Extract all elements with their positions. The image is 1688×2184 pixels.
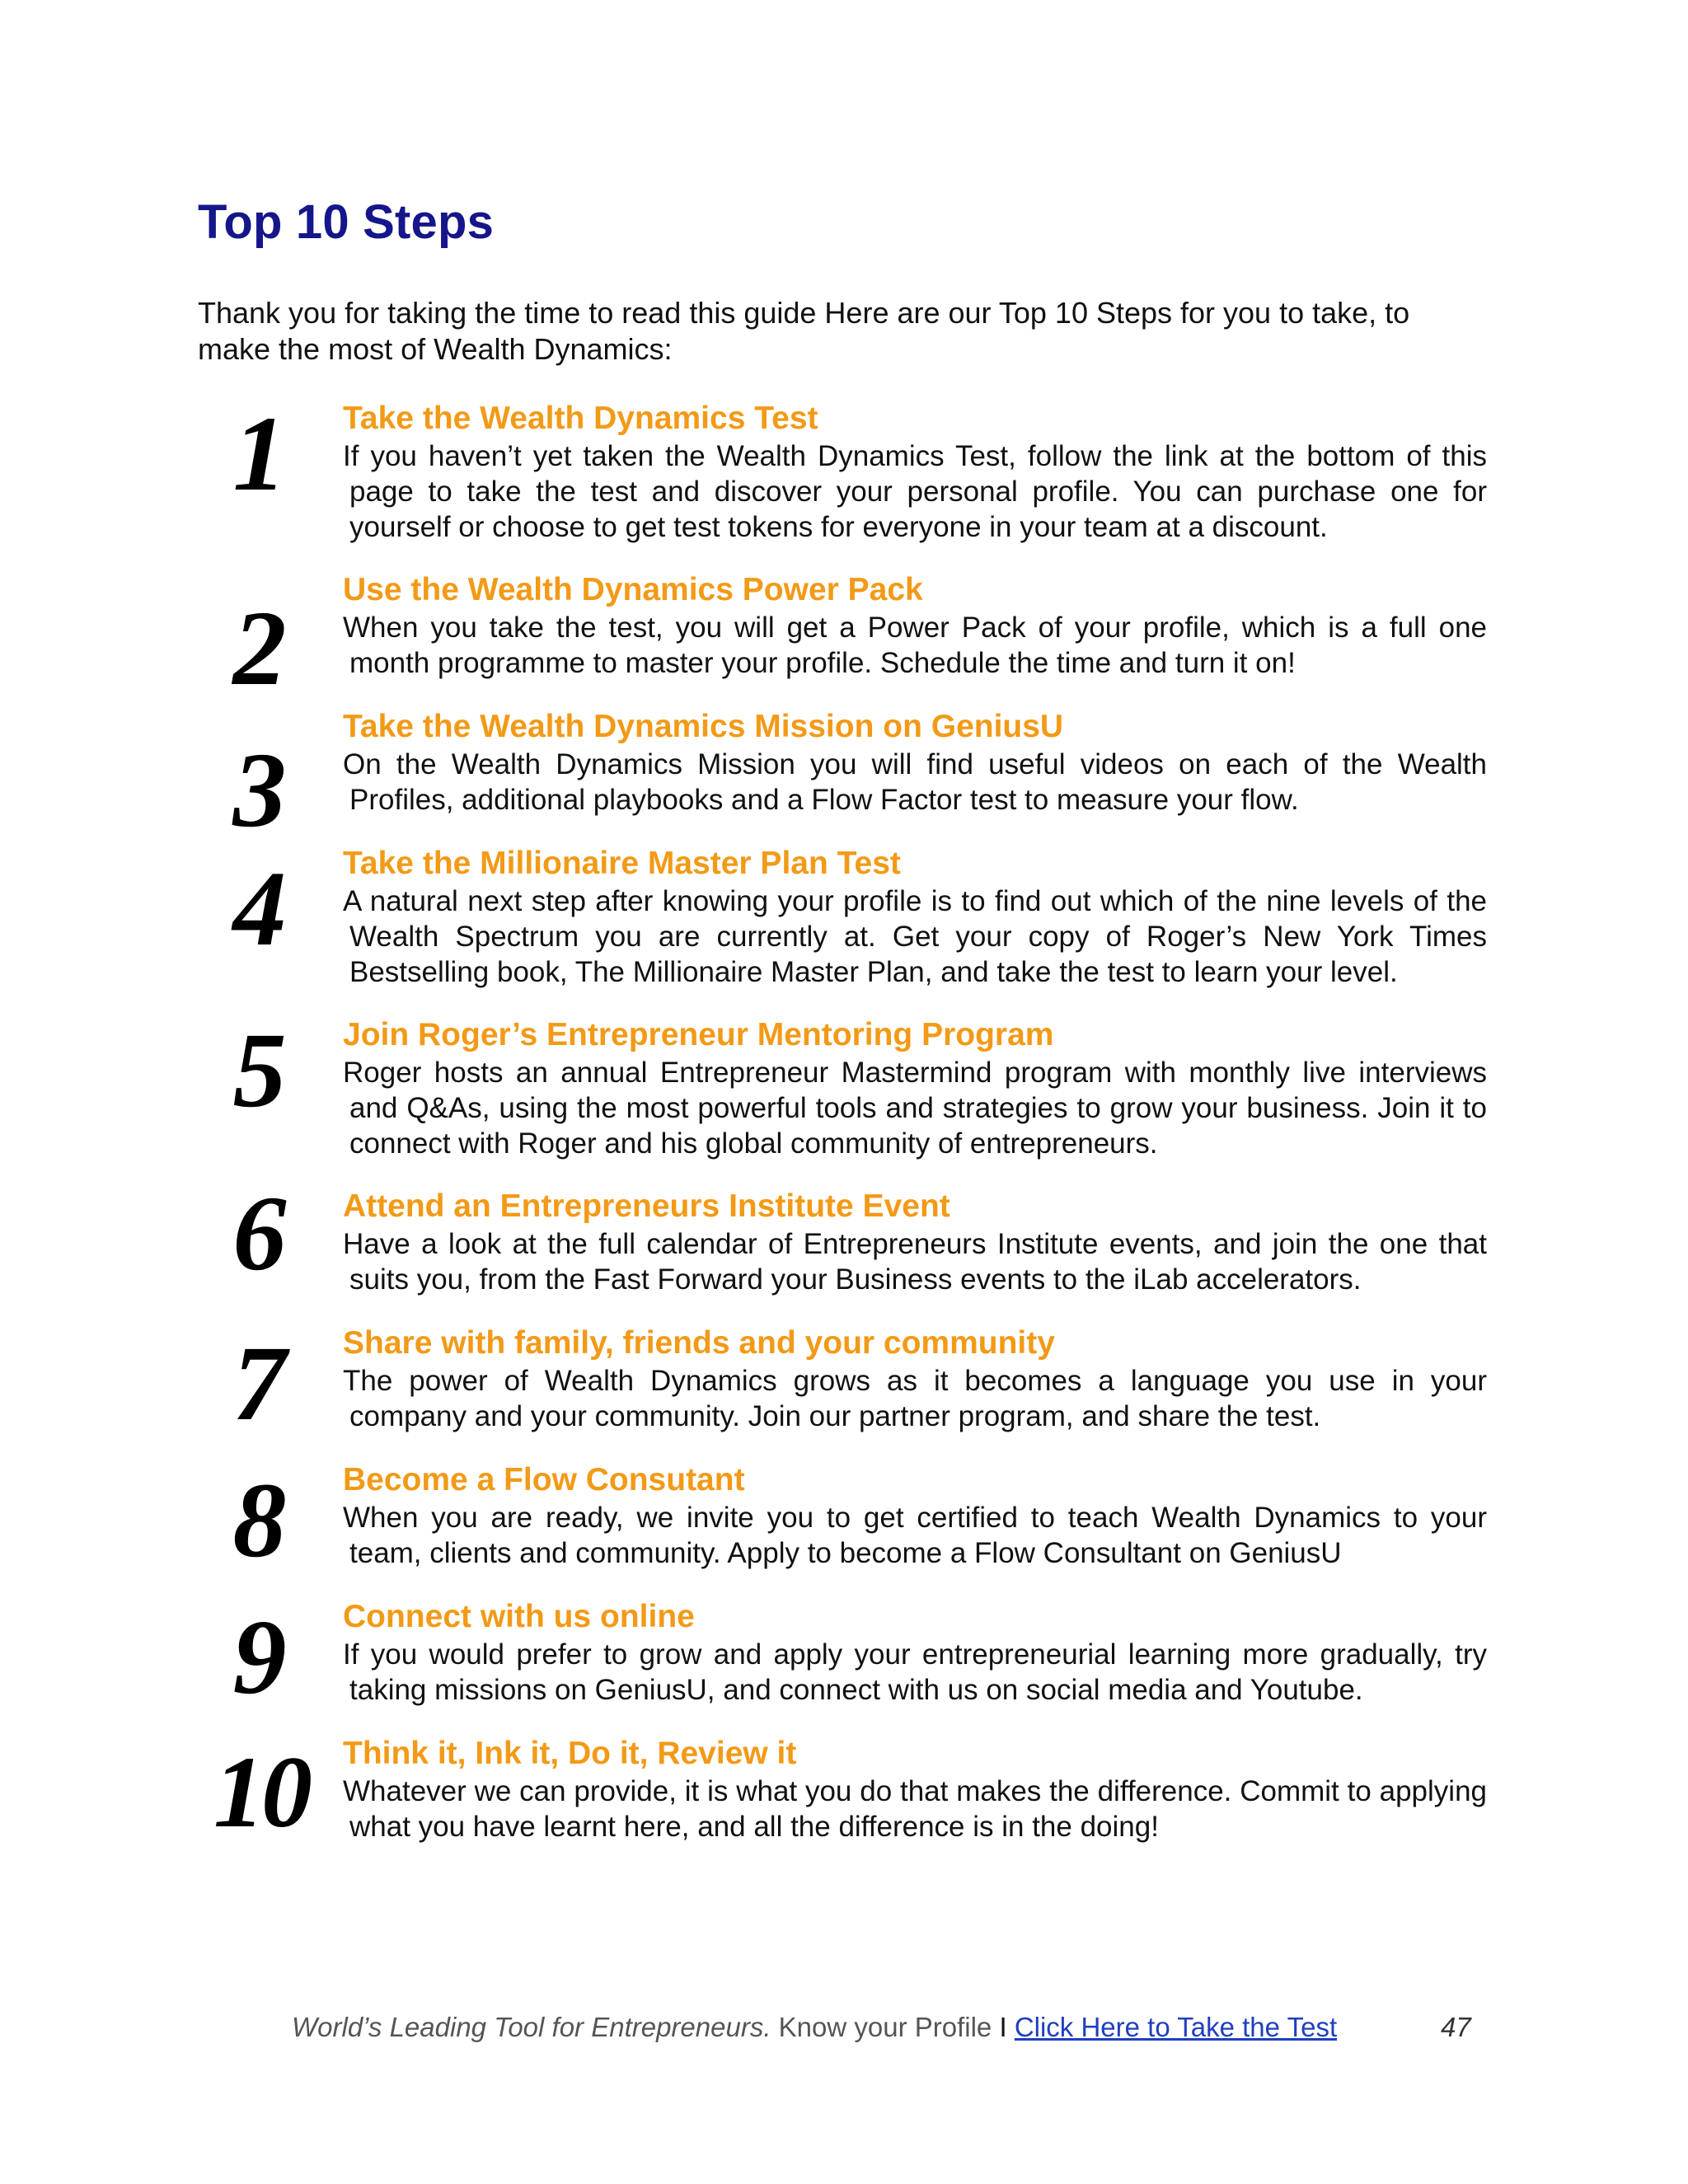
step-heading: Share with family, friends and your community	[343, 1325, 1055, 1361]
step-text: Have a look at the full calendar of Entrepreneurs Institute events, and join the one that suits you, from the Fast Forward your Business events to the iLab accelerators.	[343, 1228, 1487, 1296]
footer-tagline-italic: World’s Leading Tool for Entrepreneurs.	[292, 2012, 771, 2042]
step-text: Roger hosts an annual Entrepreneur Mastermind program with monthly live interviews and Q&As, using the most powerful tools and strategies to grow your business. Join it to connect with Roger and his global community of entrepreneurs.	[343, 1057, 1487, 1160]
step-text: If you would prefer to grow and apply your entrepreneurial learning more gradually, try taking missions on GeniusU, and connect with us on social media and Youtube.	[343, 1638, 1487, 1706]
step-heading: Join Roger’s Entrepreneur Mentoring Program	[343, 1017, 1054, 1052]
step-number: 9	[232, 1598, 287, 1717]
step-number: 4	[232, 850, 287, 968]
step-text: A natural next step after knowing your profile is to find out which of the nine levels of the Wealth Spectrum you are currently at. Get your copy of Roger’s New York Times Bestselling book, The Millionaire Master Plan, and take the test to learn your level.	[343, 885, 1487, 988]
footer-tagline-plain: Know your Profile	[771, 2012, 1000, 2042]
step-text: The power of Wealth Dynamics grows as it becomes a language you use in your company and your community. Join our partner program, and share the test.	[343, 1365, 1487, 1432]
step-heading: Become a Flow Consutant	[343, 1462, 745, 1497]
step-number: 6	[232, 1174, 287, 1293]
page-footer	[0, 2009, 1688, 2050]
step-heading: Connect with us online	[343, 1599, 695, 1634]
step-number: 3	[232, 731, 287, 850]
step-number: 5	[232, 1011, 287, 1130]
step-heading: Attend an Entrepreneurs Institute Event	[343, 1188, 950, 1224]
step-heading: Use the Wealth Dynamics Power Pack	[343, 572, 923, 607]
step-heading: Take the Wealth Dynamics Mission on GeniusU	[343, 709, 1064, 744]
step-heading: Take the Millionaire Master Plan Test	[343, 846, 901, 881]
step-number: 2	[232, 589, 287, 708]
step-text: If you haven’t yet taken the Wealth Dynamics Test, follow the link at the bottom of this page to take the test and discover your personal profile. You can purchase one for yourself or choose to get test tokens for everyone in your team at a discount.	[343, 440, 1487, 543]
footer-separator: I	[999, 2012, 1007, 2042]
step-text: Whatever we can provide, it is what you do that makes the difference. Commit to applying what you have learnt here, and all the difference is in the doing!	[343, 1775, 1487, 1843]
step-number: 10	[213, 1736, 309, 1849]
step-number: 1	[232, 395, 287, 513]
step-heading: Think it, Ink it, Do it, Review it	[343, 1736, 797, 1771]
step-text: When you take the test, you will get a Power Pack of your profile, which is a full one month programme to master your profile. Schedule the time and turn it on!	[343, 612, 1487, 679]
footer-tagline	[292, 2009, 1337, 2046]
step-text: On the Wealth Dynamics Mission you will find useful videos on each of the Wealth Profiles, additional playbooks and a Flow Factor test to measure your flow.	[343, 748, 1487, 816]
step-heading: Take the Wealth Dynamics Test	[343, 401, 818, 436]
intro-paragraph: Thank you for taking the time to read this guide Here are our Top 10 Steps for you to take, to make the most of Wealth Dynamics:	[198, 296, 1410, 366]
page-title: Top 10 Steps	[198, 195, 495, 249]
step-number: 7	[232, 1324, 287, 1443]
step-number: 8	[232, 1461, 287, 1580]
page-number: 47	[1441, 2012, 1471, 2042]
step-text: When you are ready, we invite you to get certified to teach Wealth Dynamics to your team, clients and community. Apply to become a Flow Consultant on GeniusU	[343, 1502, 1487, 1569]
take-test-link[interactable]: Click Here to Take the Test	[1014, 2012, 1338, 2042]
